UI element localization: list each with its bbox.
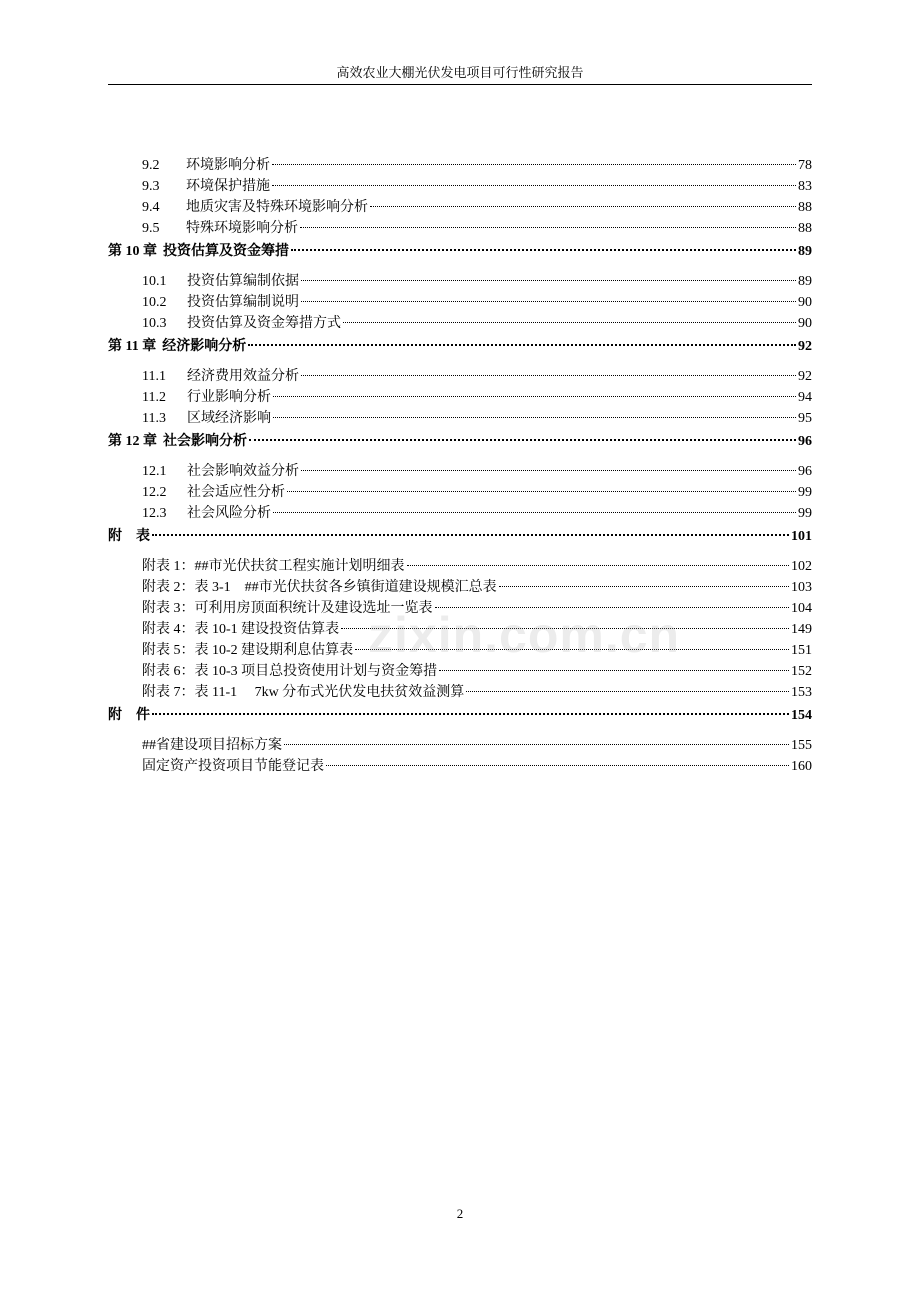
- toc-section-row[interactable]: [108, 661, 812, 682]
- toc-entry-page: 104: [791, 601, 812, 616]
- toc-entry-page: 155: [791, 738, 812, 753]
- toc-entry-title: 附表 3：可利用房顶面积统计及建设选址一览表: [142, 601, 433, 616]
- toc-entry-title: 经济影响分析: [162, 339, 247, 354]
- toc-dot-leader: [152, 712, 789, 715]
- toc-entry-title: 行业影响分析: [187, 390, 271, 405]
- toc-entry-page: 103: [791, 580, 812, 595]
- toc-entry-number: 9.5: [142, 221, 160, 236]
- toc-entry-number: 10.2: [142, 295, 167, 310]
- toc-dot-leader: [301, 469, 796, 471]
- toc-entry-page: 88: [798, 200, 812, 215]
- toc-entry-page: 154: [791, 708, 812, 723]
- toc-chapter-row[interactable]: [108, 526, 812, 547]
- watermark-text: zixin.com.cn: [368, 607, 681, 663]
- toc-entry-page: 96: [798, 464, 812, 479]
- toc-entry-number: 11.3: [142, 411, 166, 426]
- toc-entry-number: 第 10 章: [108, 244, 157, 259]
- toc-entry-title: ##省建设项目招标方案: [142, 738, 282, 753]
- toc-dot-leader: [407, 564, 790, 566]
- toc-chapter-row[interactable]: [108, 431, 812, 452]
- toc-chapter-row[interactable]: [108, 336, 812, 357]
- toc-entry-page: 83: [798, 179, 812, 194]
- toc-entry-page: 88: [798, 221, 812, 236]
- toc-entry-number: 第 11 章: [108, 339, 157, 354]
- toc-entry-page: 102: [791, 559, 812, 574]
- toc-dot-leader: [466, 690, 789, 692]
- toc-section-row[interactable]: [108, 387, 812, 408]
- toc-entry-title: 社会影响分析: [163, 434, 247, 449]
- toc-entry-page: 78: [798, 158, 812, 173]
- toc-entry-page: 160: [791, 759, 812, 774]
- toc-dot-leader: [287, 490, 796, 492]
- toc-entry-title: 附表 1：##市光伏扶贫工程实施计划明细表: [142, 559, 405, 574]
- toc-section-row[interactable]: [108, 271, 812, 292]
- toc-dot-leader: [152, 533, 789, 536]
- toc-entry-page: 149: [791, 622, 812, 637]
- toc-entry-title: 附 表: [108, 529, 150, 544]
- toc-entry-title: 投资估算及资金筹措方式: [187, 316, 341, 331]
- toc-section-row[interactable]: [108, 197, 812, 218]
- toc-section-row[interactable]: [108, 482, 812, 503]
- toc-entry-number: 10.1: [142, 274, 167, 289]
- toc-entry-title: 环境影响分析: [186, 158, 270, 173]
- toc-entry-page: 95: [798, 411, 812, 426]
- toc-dot-leader: [273, 395, 796, 397]
- toc-entry-title: 地质灾害及特殊环境影响分析: [186, 200, 368, 215]
- toc-dot-leader: [343, 321, 796, 323]
- header-rule: [108, 84, 812, 85]
- toc-entry-title: 附表 4：表 10-1 建设投资估算表: [142, 622, 340, 637]
- table-of-contents: [108, 155, 812, 777]
- toc-entry-title: 投资估算编制依据: [187, 274, 299, 289]
- toc-dot-leader: [273, 511, 796, 513]
- page-number: 2: [456, 1206, 464, 1221]
- toc-entry-title: 投资估算编制说明: [187, 295, 299, 310]
- toc-section-row[interactable]: [108, 682, 812, 703]
- toc-dot-leader: [301, 374, 796, 376]
- toc-entry-title: 附表 5：表 10-2 建设期利息估算表: [142, 643, 354, 658]
- toc-entry-title: 固定资产投资项目节能登记表: [142, 759, 324, 774]
- toc-entry-number: 第 12 章: [108, 434, 157, 449]
- toc-entry-page: 92: [798, 369, 812, 384]
- toc-section-row[interactable]: [108, 556, 812, 577]
- toc-entry-number: 11.2: [142, 390, 166, 405]
- toc-dot-leader: [326, 764, 789, 766]
- toc-dot-leader: [300, 226, 796, 228]
- toc-entry-title: 特殊环境影响分析: [186, 221, 298, 236]
- toc-entry-title: 附表 2：表 3-1 ##市光伏扶贫各乡镇街道建设规模汇总表: [142, 580, 497, 595]
- toc-section-row[interactable]: [108, 155, 812, 176]
- toc-section-row[interactable]: [108, 577, 812, 598]
- toc-entry-number: 9.2: [142, 158, 160, 173]
- toc-entry-title: 附表 7：表 11-1 7kw 分布式光伏发电扶贫效益测算: [142, 685, 465, 700]
- toc-section-row[interactable]: [108, 503, 812, 524]
- toc-dot-leader: [291, 248, 796, 251]
- toc-entry-title: 经济费用效益分析: [187, 369, 299, 384]
- toc-section-row[interactable]: [108, 292, 812, 313]
- toc-entry-number: 10.3: [142, 316, 167, 331]
- toc-entry-page: 92: [798, 339, 812, 354]
- toc-section-row[interactable]: [108, 313, 812, 334]
- toc-dot-leader: [439, 669, 789, 671]
- toc-dot-leader: [284, 743, 789, 745]
- toc-dot-leader: [249, 438, 796, 441]
- toc-entry-number: 9.4: [142, 200, 160, 215]
- toc-section-row[interactable]: [108, 735, 812, 756]
- toc-section-row[interactable]: [108, 176, 812, 197]
- toc-dot-leader: [248, 343, 796, 346]
- toc-entry-page: 153: [791, 685, 812, 700]
- toc-section-row[interactable]: [108, 218, 812, 239]
- toc-entry-page: 89: [798, 244, 812, 259]
- toc-entry-page: 90: [798, 316, 812, 331]
- toc-entry-number: 12.1: [142, 464, 167, 479]
- toc-section-row[interactable]: [108, 408, 812, 429]
- toc-entry-number: 12.2: [142, 485, 167, 500]
- toc-entry-title: 社会适应性分析: [187, 485, 285, 500]
- toc-entry-title: 附表 6：表 10-3 项目总投资使用计划与资金筹措: [142, 664, 438, 679]
- toc-entry-title: 投资估算及资金筹措: [163, 244, 289, 259]
- toc-entry-page: 96: [798, 434, 812, 449]
- toc-dot-leader: [272, 184, 796, 186]
- toc-entry-title: 环境保护措施: [186, 179, 270, 194]
- toc-entry-number: 11.1: [142, 369, 166, 384]
- toc-entry-page: 152: [791, 664, 812, 679]
- toc-dot-leader: [301, 300, 796, 302]
- toc-section-row[interactable]: [108, 756, 812, 777]
- toc-dot-leader: [370, 205, 796, 207]
- page-header-title: 高效农业大棚光伏发电项目可行性研究报告: [336, 65, 584, 80]
- toc-entry-page: 101: [791, 529, 812, 544]
- toc-entry-page: 94: [798, 390, 812, 405]
- toc-section-row[interactable]: [108, 461, 812, 482]
- toc-entry-page: 99: [798, 485, 812, 500]
- toc-entry-number: 12.3: [142, 506, 167, 521]
- toc-chapter-row[interactable]: [108, 241, 812, 262]
- toc-entry-page: 90: [798, 295, 812, 310]
- toc-entry-page: 89: [798, 274, 812, 289]
- toc-entry-page: 151: [791, 643, 812, 658]
- toc-entry-title: 区域经济影响: [187, 411, 271, 426]
- toc-dot-leader: [499, 585, 789, 587]
- toc-entry-number: 9.3: [142, 179, 160, 194]
- toc-entry-page: 99: [798, 506, 812, 521]
- toc-dot-leader: [273, 416, 796, 418]
- toc-chapter-row[interactable]: [108, 705, 812, 726]
- toc-entry-title: 附 件: [108, 708, 150, 723]
- toc-entry-title: 社会风险分析: [187, 506, 271, 521]
- toc-dot-leader: [301, 279, 796, 281]
- toc-entry-title: 社会影响效益分析: [187, 464, 299, 479]
- toc-section-row[interactable]: [108, 366, 812, 387]
- toc-dot-leader: [272, 163, 796, 165]
